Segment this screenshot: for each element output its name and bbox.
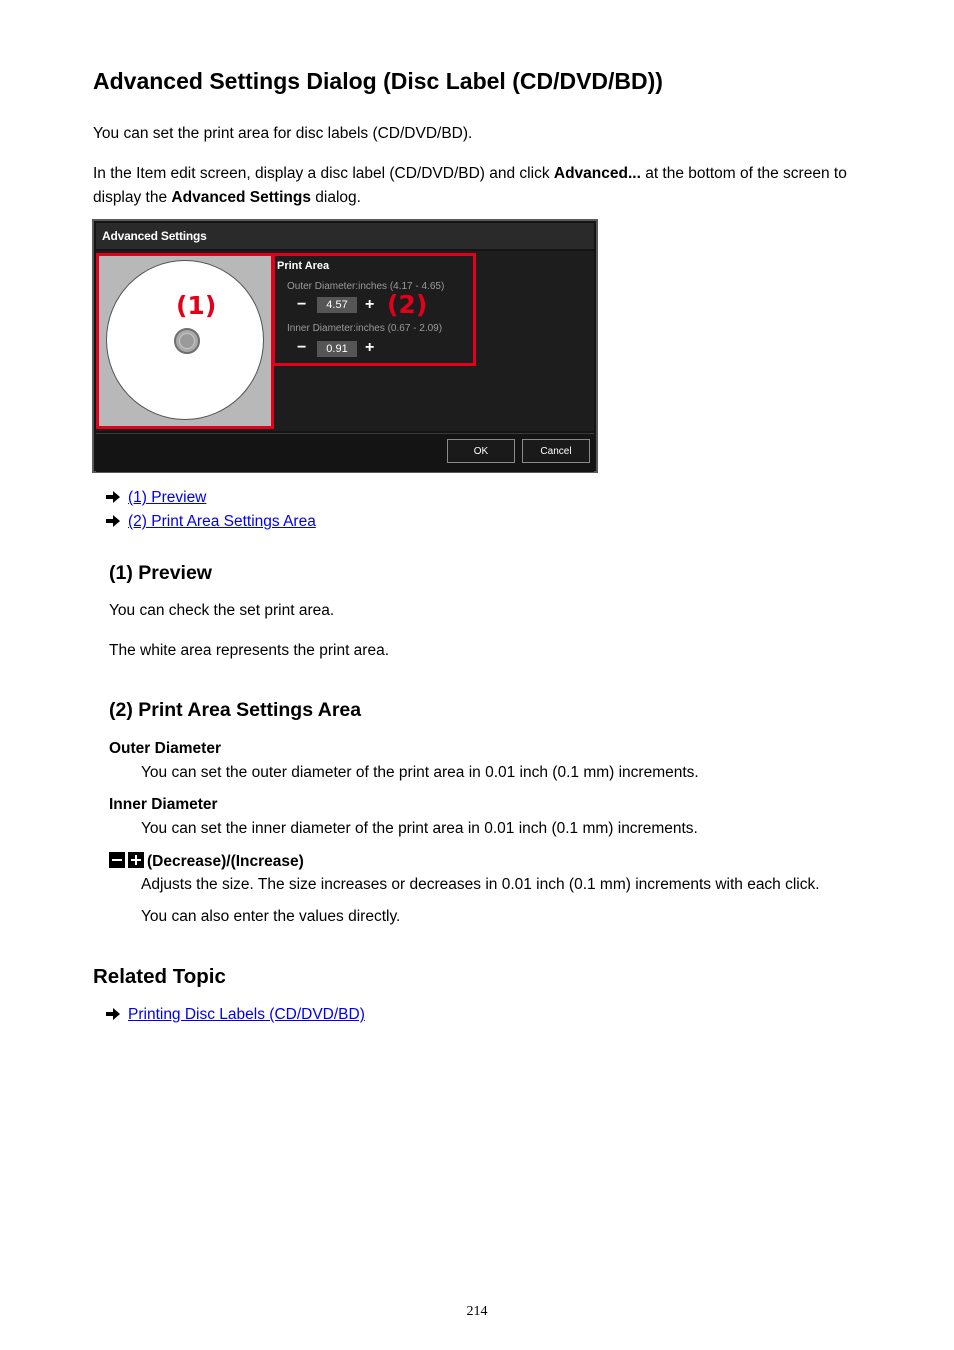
outer-decrease-button[interactable]: − [297,296,307,313]
preview-text-2: The white area represents the print area. [109,642,390,659]
print-area-title: Print Area [277,260,330,272]
outer-diameter-label: Outer Diameter:inches (4.17 - 4.65) [287,281,445,292]
outer-diameter-def: You can set the outer diameter of the print area in 0.01 inch (0.1 mm) increments. [141,764,699,781]
preview-heading: (1) Preview [109,562,212,584]
inner-diameter-term: Inner Diameter [109,796,218,813]
preview-area [96,253,274,429]
callout-2: (2) [387,290,428,319]
dialog-title: Advanced Settings [96,223,594,249]
print-area-heading: (2) Print Area Settings Area [109,699,362,721]
advanced-button-ref: Advanced... [553,165,641,182]
page-title: Advanced Settings Dialog (Disc Label (CD/DVD/BD)) [93,68,663,94]
related-topic-heading: Related Topic [93,965,226,988]
print-area-settings [272,253,476,366]
dialog-footer [96,433,594,472]
ok-button[interactable]: OK [447,439,515,463]
arrow-right-icon [106,491,120,503]
link-print-area[interactable]: (2) Print Area Settings Area [128,513,316,530]
inner-increase-button[interactable]: + [365,339,375,356]
intro-paragraph-1: You can set the print area for disc labels (CD/DVD/BD). [93,125,473,142]
plus-icon [128,852,144,868]
inner-diameter-def: You can set the inner diameter of the print area in 0.01 inch (0.1 mm) increments. [141,820,698,837]
decrease-increase-def-2: You can also enter the values directly. [141,908,401,925]
preview-text-1: You can check the set print area. [109,602,335,619]
arrow-right-icon [106,515,120,527]
inner-diameter-input[interactable]: 0.91 [317,341,357,357]
outer-diameter-input[interactable]: 4.57 [317,297,357,313]
disc-hub [174,328,200,354]
link-row-preview [106,488,206,508]
outer-diameter-term: Outer Diameter [109,740,221,757]
disc-preview [106,260,264,420]
decrease-increase-def-1: Adjusts the size. The size increases or decreases in 0.01 inch (0.1 mm) increments with each click. [141,876,820,893]
inner-diameter-label: Inner Diameter:inches (0.67 - 2.09) [287,323,443,334]
cancel-button[interactable]: Cancel [522,439,590,463]
link-row-print-area [106,512,316,532]
outer-increase-button[interactable]: + [365,296,375,313]
link-row-related [106,1005,365,1025]
link-printing-disc-labels[interactable]: Printing Disc Labels (CD/DVD/BD) [128,1006,365,1023]
inner-decrease-button[interactable]: − [297,339,307,356]
minus-icon [109,852,125,868]
arrow-right-icon [106,1008,120,1020]
advanced-settings-ref: Advanced Settings [171,189,311,206]
decrease-increase-term: (Decrease)/(Increase) [109,852,304,871]
intro-paragraph-2: In the Item edit screen, display a disc label (CD/DVD/BD) and click Advanced... at the bottom of the screen to display the Advanced Settings dialog. [93,165,847,206]
link-preview[interactable]: (1) Preview [128,489,207,506]
page-number: 214 [466,1304,488,1319]
callout-1: (1) [176,291,217,320]
